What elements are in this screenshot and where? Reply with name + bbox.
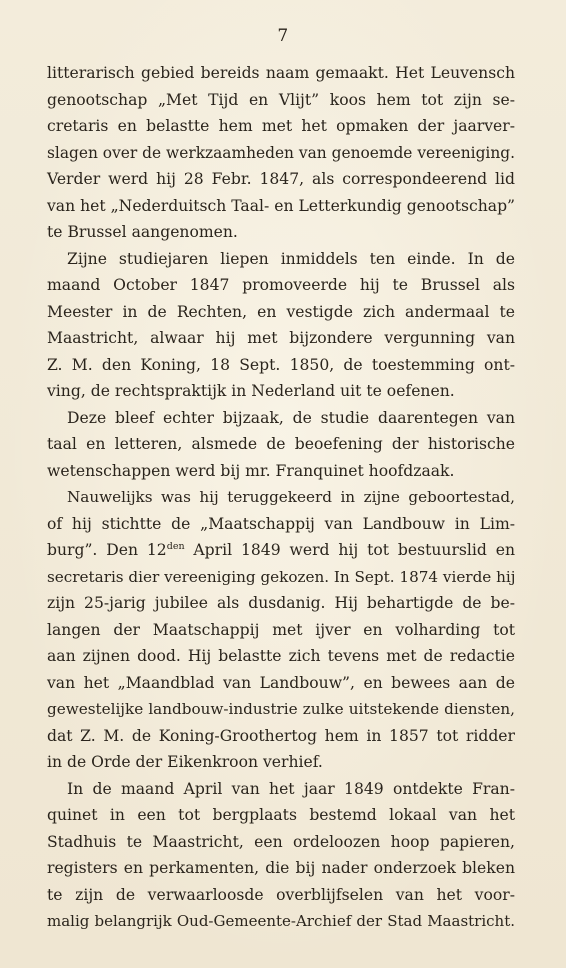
text-line: te Brussel aangenomen.	[47, 223, 238, 241]
text-line: malig belangrijk Oud-Gemeente-Archief der Stad Maastricht.	[47, 912, 515, 930]
text-line: Meester in de Rechten, en vestigde zich andermaal te	[47, 302, 515, 321]
text-line: zijn 25-jarig jubilee als dusdanig. Hij behartigde de be-	[47, 594, 515, 612]
paragraph-3	[47, 405, 515, 485]
text-line: aan zijnen dood. Hij belastte zich tevens met de redactie	[47, 647, 515, 665]
text-line: dat Z. M. de Koning-Groothertog hem in 1857 tot ridder	[47, 726, 515, 745]
text-line: secretaris dier vereeniging gekozen. In Sept. 1874 vierde hij	[47, 567, 516, 586]
paragraph-4	[47, 484, 515, 776]
text-line: of hij stichtte de „Maatschappij van Landbouw in Lim-	[47, 514, 515, 533]
text-line: in de Orde der Eikenkroon verhief.	[47, 753, 323, 771]
text-line: Deze bleef echter bijzaak, de studie daarentegen van	[67, 408, 515, 427]
text-line: wetenschappen werd bij mr. Franquinet hoofdzaak.	[47, 461, 455, 480]
text-line: taal en letteren, alsmede de beoefening der historische	[47, 435, 515, 453]
text-line: van het „Nederduitsch Taal- en Letterkundig genootschap”	[47, 196, 516, 215]
text-fragment: April 1849 werd hij tot bestuurslid en	[184, 541, 515, 559]
paragraph-5	[47, 776, 515, 935]
text-line: Verder werd hij 28 Febr. 1847, als correspondeerend lid	[47, 170, 515, 188]
text-fragment: burg”. Den 12	[47, 541, 167, 559]
paragraph-1	[47, 60, 515, 246]
body-text	[47, 60, 515, 935]
text-line-with-superscript	[47, 537, 515, 564]
text-line: maand October 1847 promoveerde hij te Brussel als	[47, 276, 515, 294]
superscript-den: den	[166, 541, 185, 552]
text-line: Stadhuis te Maastricht, een ordeloozen hoop papieren,	[47, 832, 515, 851]
text-line: slagen over de werkzaamheden van genoemde vereeniging.	[47, 143, 515, 162]
text-line: quinet in een tot bergplaats bestemd lokaal van het	[47, 806, 515, 824]
text-line: registers en perkamenten, die bij nader onderzoek bleken	[47, 859, 515, 877]
text-line: Zijne studiejaren liepen inmiddels ten einde. In de	[67, 249, 515, 268]
text-line: In de maand April van het jaar 1849 ontdekte Fran-	[67, 779, 515, 798]
text-line: Z. M. den Koning, 18 Sept. 1850, de toestemming ont-	[47, 355, 515, 374]
text-line: genootschap „Met Tijd en Vlijt” koos hem tot zijn se-	[47, 90, 515, 109]
text-line: litterarisch gebied bereids naam gemaakt. Het Leuvensch	[47, 64, 515, 82]
text-line: Nauwelijks was hij teruggekeerd in zijne geboortestad,	[67, 488, 515, 506]
text-line: gewestelijke landbouw-industrie zulke uitstekende diensten,	[47, 700, 515, 718]
paragraph-2	[47, 246, 515, 405]
text-line: langen der Maatschappij met ijver en volharding tot	[47, 620, 515, 639]
text-line: ving, de rechtspraktijk in Nederland uit te oefenen.	[47, 382, 455, 400]
text-line: Maastricht, alwaar hij met bijzondere vergunning van	[47, 329, 515, 347]
text-line: van het „Maandblad van Landbouw”, en bewees aan de	[47, 673, 515, 692]
text-line: cretaris en belastte hem met het opmaken der jaarver-	[47, 117, 515, 135]
text-line: te zijn de verwaarloosde overblijfselen van het voor-	[47, 885, 515, 904]
page-number: 7	[277, 26, 289, 46]
